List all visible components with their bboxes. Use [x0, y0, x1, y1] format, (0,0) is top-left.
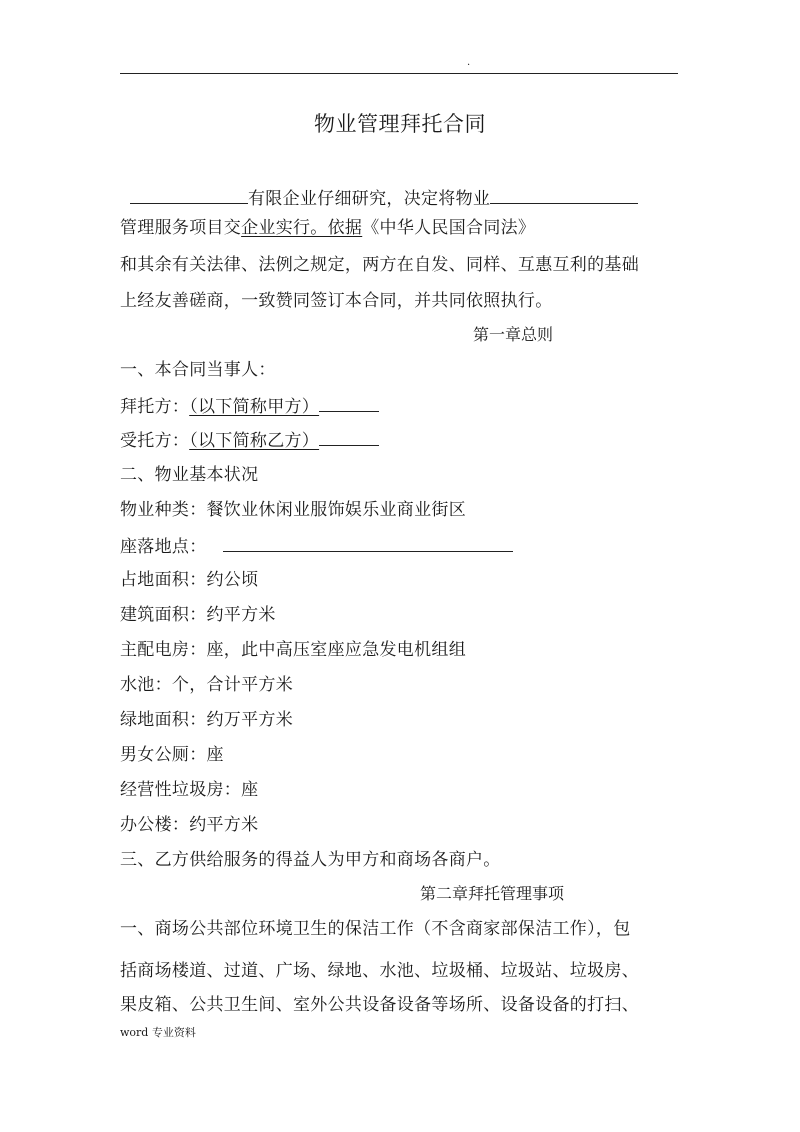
intro-text-2c: 《中华人民国合同法》 [362, 218, 536, 238]
intro-text-1: 有限企业仔细研究，决定将物业 [248, 189, 491, 209]
location-line [120, 534, 513, 559]
intro-line-4: 上经友善磋商，一致赞同签订本合同，并共同依照执行。 [120, 291, 553, 311]
intro-text-2a: 管理服务项目交 [120, 218, 242, 238]
intro-line-2 [120, 216, 535, 240]
land-area: 占地面积：约公顷 [120, 570, 259, 590]
section-property-status: 二、物业基本状况 [120, 465, 259, 485]
blank-property-name [490, 186, 638, 204]
page-footer: word 专业资料 [120, 1026, 196, 1039]
header-mark: . [467, 57, 471, 68]
principal-note: （以下简称甲方） [189, 397, 320, 417]
blank-company-name [130, 186, 248, 204]
section-parties: 一、本合同当事人： [120, 360, 276, 380]
intro-line-1 [130, 186, 638, 211]
document-title: 物业管理拜托合同 [314, 112, 486, 136]
principal-line [120, 394, 379, 419]
location-label: 座落地点： [120, 537, 207, 557]
water-pool: 水池：个，合计平方米 [120, 675, 293, 695]
office-building: 办公楼：约平方米 [120, 815, 259, 835]
trustee-line [120, 428, 379, 453]
trustee-note: （以下简称乙方） [189, 431, 320, 451]
blank-principal [319, 394, 379, 412]
section-beneficiary: 三、乙方供给服务的得益人为甲方和商场各商户。 [120, 850, 501, 870]
blank-trustee [319, 428, 379, 446]
building-area: 建筑面积：约平方米 [120, 605, 276, 625]
property-type: 物业种类：餐饮业休闲业服饰娱乐业商业街区 [120, 500, 466, 520]
intro-line-3: 和其余有关法律、法例之规定，两方在自发、同样、互惠互利的基础 [120, 255, 639, 275]
green-area: 绿地面积：约万平方米 [120, 710, 293, 730]
trustee-label: 受托方： [120, 431, 190, 451]
cleaning-line-3: 果皮箱、公共卫生间、室外公共设备设备等场所、设备设备的打扫、 [120, 995, 639, 1015]
power-room: 主配电房：座，此中高压室座应急发电机组组 [120, 640, 466, 660]
principal-label: 拜托方： [120, 397, 190, 417]
garbage-room: 经营性垃圾房：座 [120, 780, 259, 800]
blank-location [223, 534, 513, 552]
intro-text-2b: 企业实行。依据 [241, 218, 363, 238]
public-toilet: 男女公厕：座 [120, 745, 224, 765]
cleaning-line-2: 括商场楼道、过道、广场、绿地、水池、垃圾桶、垃圾站、垃圾房、 [120, 961, 639, 981]
header-rule [120, 73, 678, 74]
cleaning-line-1: 一、商场公共部位环境卫生的保洁工作（不含商家部保洁工作），包 [120, 919, 631, 939]
chapter-1-heading: 第一章总则 [473, 325, 554, 344]
chapter-2-heading: 第二章拜托管理事项 [420, 884, 565, 903]
